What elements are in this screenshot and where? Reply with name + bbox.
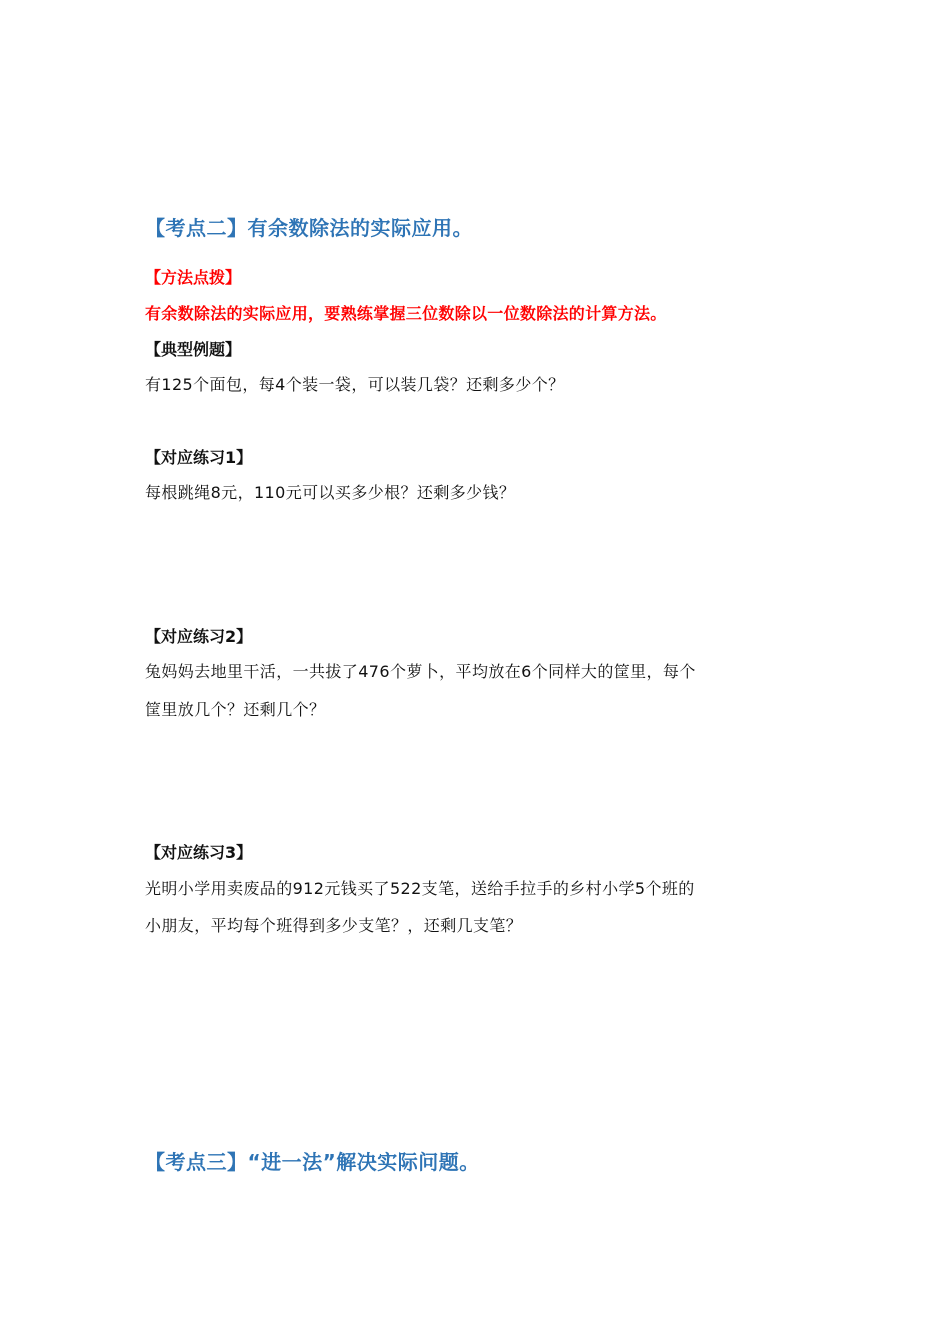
exercise-3-question-line-2: 小朋友，平均每个班得到多少支笔？，还剩几支笔？ xyxy=(145,916,523,935)
section-title-kaodian3: 【考点三】“进一法”解决实际问题。 xyxy=(145,1150,480,1174)
exercise-2-question-line-2: 筐里放几个？还剩几个？ xyxy=(145,700,326,719)
exercise-2-label: 【对应练习2】 xyxy=(145,627,253,646)
method-tip-label: 【方法点拨】 xyxy=(145,268,242,287)
exercise-1-label: 【对应练习1】 xyxy=(145,448,253,467)
example-label: 【典型例题】 xyxy=(145,340,242,359)
example-question: 有125个面包，每4个装一袋，可以装几袋？还剩多少个？ xyxy=(145,375,565,394)
exercise-1-question: 每根跳绳8元，110元可以买多少根？还剩多少钱？ xyxy=(145,483,516,502)
section-title-kaodian2: 【考点二】有余数除法的实际应用。 xyxy=(145,216,473,240)
exercise-3-label: 【对应练习3】 xyxy=(145,843,253,862)
exercise-3-question-line-1: 光明小学用卖废品的912元钱买了522支笔，送给手拉手的乡村小学5个班的 xyxy=(145,879,695,898)
exercise-2-question-line-1: 兔妈妈去地里干活，一共拔了476个萝卜，平均放在6个同样大的筐里，每个 xyxy=(145,662,696,681)
method-tip-text: 有余数除法的实际应用，要熟练掌握三位数除以一位数除法的计算方法。 xyxy=(145,304,667,323)
